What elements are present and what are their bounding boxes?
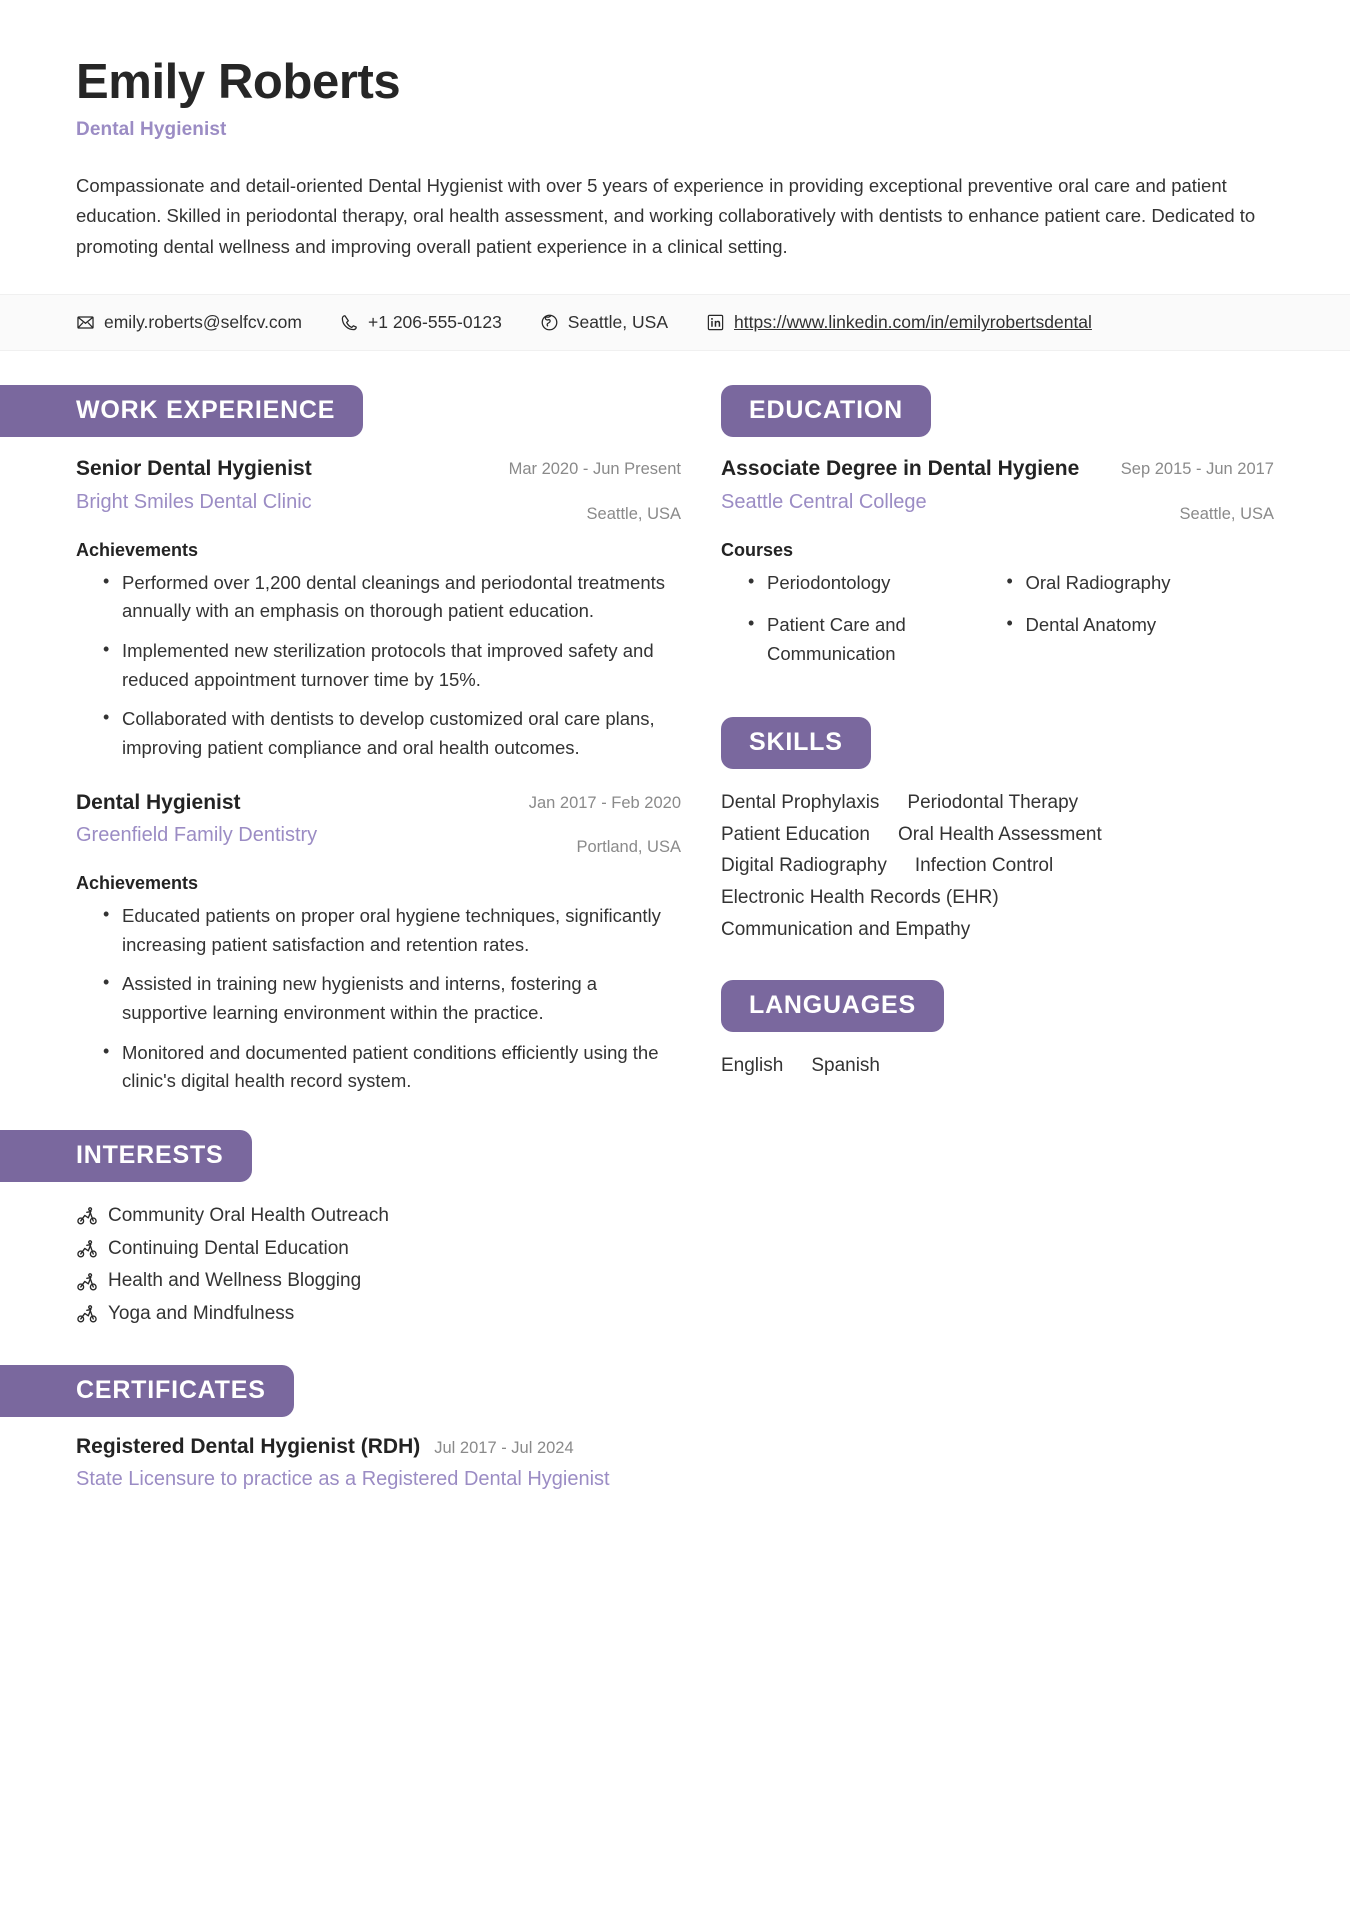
list-item <box>76 1233 681 1266</box>
certificate-description: State Licensure to practice as a Registered Dental Hygienist <box>76 1467 610 1490</box>
languages-list <box>721 1050 1226 1082</box>
page-bottom-spacer <box>0 1519 1350 1629</box>
professional-summary: Compassionate and detail-oriented Dental Hygienist with over 5 years of experience in providing exceptional preventive oral care and patient education. Skilled in periodontal therapy, oral health assessment, and working collaboratively with dentists to enhance patient care. Dedicated to promoting dental wellness and improving overall patient experience in a clinical setting. <box>76 174 1256 257</box>
work-entry-date: Jan 2017 - Feb 2020 <box>528 793 681 812</box>
envelope-icon <box>76 313 95 332</box>
section-title-interests: INTERESTS <box>0 1130 252 1182</box>
skill-tag: Oral Health Assessment <box>897 823 1102 845</box>
left-column <box>76 351 721 1518</box>
list-item: • Assisted in training new hygienists and interns, fostering a supportive learning environment within the practice. <box>122 970 681 1027</box>
skill-tag: Dental Prophylaxis <box>721 791 880 813</box>
list-item: • Oral Radiography <box>1026 569 1275 598</box>
section-header-certificates <box>0 1365 681 1417</box>
resume-body <box>0 351 1350 1518</box>
contact-item-email <box>76 313 302 332</box>
contact-linkedin-value[interactable]: https://www.linkedin.com/in/emilyrobertsdental <box>734 312 1092 333</box>
work-entry-location: Portland, USA <box>576 837 681 856</box>
list-item <box>76 1200 681 1233</box>
education-entry-location: Seattle, USA <box>1179 504 1274 523</box>
work-entry-title: Dental Hygienist <box>76 790 241 814</box>
certificate-entry <box>76 1435 681 1493</box>
contact-item-linkedin[interactable] <box>706 313 1092 332</box>
list-item: • Performed over 1,200 dental cleanings and periodontal treatments annually with an emphasis on thorough patient education. <box>122 569 681 626</box>
cyclist-icon <box>76 1238 98 1260</box>
contact-item-location <box>540 313 668 332</box>
section-title-education: EDUCATION <box>721 385 931 437</box>
skill-tag: Communication and Empathy <box>721 919 971 941</box>
work-entry-org: Bright Smiles Dental Clinic <box>76 490 312 513</box>
work-entry-org: Greenfield Family Dentistry <box>76 824 318 846</box>
cyclist-icon <box>76 1303 98 1325</box>
courses-list <box>721 569 1274 683</box>
list-item: • Monitored and documented patient conditions efficiently using the clinic's digital health record system. <box>122 1039 681 1096</box>
list-item <box>76 1298 681 1331</box>
work-entry-title: Senior Dental Hygienist <box>76 457 312 481</box>
section-header-work-experience <box>0 385 681 437</box>
skill-tag: Electronic Health Records (EHR) <box>721 887 999 909</box>
contact-item-phone <box>340 313 502 332</box>
right-column <box>721 351 1274 1082</box>
work-entry-bullets <box>76 569 681 763</box>
language-tag: Spanish <box>811 1055 880 1077</box>
interests-list <box>76 1200 681 1331</box>
contact-location-value: Seattle, USA <box>567 312 668 333</box>
contact-email-value: emily.roberts@selfcv.com <box>104 312 302 333</box>
contact-phone-value: +1 206-555-0123 <box>368 312 502 333</box>
work-entry <box>76 789 681 1096</box>
education-entry-org: Seattle Central College <box>721 490 927 513</box>
education-entry <box>721 455 1274 682</box>
interest-label: Continuing Dental Education <box>108 1237 349 1259</box>
list-item: • Educated patients on proper oral hygiene techniques, significantly increasing patient satisfaction and retention rates. <box>122 902 681 959</box>
list-item: • Collaborated with dentists to develop customized oral care plans, improving patient compliance and oral health outcomes. <box>122 705 681 762</box>
skill-tag: Periodontal Therapy <box>907 791 1079 813</box>
certificate-date: Jul 2017 - Jul 2024 <box>434 1438 574 1457</box>
contact-bar <box>0 294 1350 351</box>
education-entry-title: Associate Degree in Dental Hygiene <box>721 457 1080 481</box>
cyclist-icon <box>76 1205 98 1227</box>
linkedin-icon <box>706 313 725 332</box>
skill-tag: Patient Education <box>721 823 870 845</box>
skill-tag: Digital Radiography <box>721 855 887 877</box>
section-header-interests <box>0 1130 681 1182</box>
list-item: • Periodontology <box>767 569 1016 598</box>
work-entry-sublabel: Achievements <box>76 872 199 893</box>
resume-header <box>0 0 1350 294</box>
cyclist-icon <box>76 1271 98 1293</box>
work-entry <box>76 455 681 762</box>
section-title-skills: SKILLS <box>721 717 871 769</box>
interest-label: Health and Wellness Blogging <box>108 1270 362 1292</box>
header-job-title: Dental Hygienist <box>76 118 227 140</box>
work-entry-bullets <box>76 902 681 1096</box>
list-item: • Patient Care and Communication <box>767 611 1016 668</box>
section-title-work-experience: WORK EXPERIENCE <box>0 385 363 437</box>
skills-list <box>721 787 1226 947</box>
certificate-title: Registered Dental Hygienist (RDH) <box>76 1434 421 1458</box>
phone-icon <box>340 313 359 332</box>
education-entry-sublabel: Courses <box>721 539 794 560</box>
list-item <box>76 1265 681 1298</box>
work-entry-location: Seattle, USA <box>586 504 681 523</box>
page-title: Emily Roberts <box>76 55 401 109</box>
section-header-languages <box>721 980 1274 1032</box>
language-tag: English <box>721 1055 784 1077</box>
list-item: • Dental Anatomy <box>1026 611 1275 668</box>
location-globe-icon <box>540 313 559 332</box>
section-header-skills <box>721 717 1274 769</box>
section-title-languages: LANGUAGES <box>721 980 944 1032</box>
work-entry-date: Mar 2020 - Jun Present <box>508 460 681 479</box>
section-header-education <box>721 385 1274 437</box>
list-item: • Implemented new sterilization protocols that improved safety and reduced appointment turnover time by 15%. <box>122 637 681 694</box>
interest-label: Community Oral Health Outreach <box>108 1204 389 1226</box>
work-entry-sublabel: Achievements <box>76 539 199 560</box>
interest-label: Yoga and Mindfulness <box>108 1302 295 1324</box>
section-title-certificates: CERTIFICATES <box>0 1365 294 1417</box>
education-entry-date: Sep 2015 - Jun 2017 <box>1120 460 1274 479</box>
skill-tag: Infection Control <box>914 855 1054 877</box>
